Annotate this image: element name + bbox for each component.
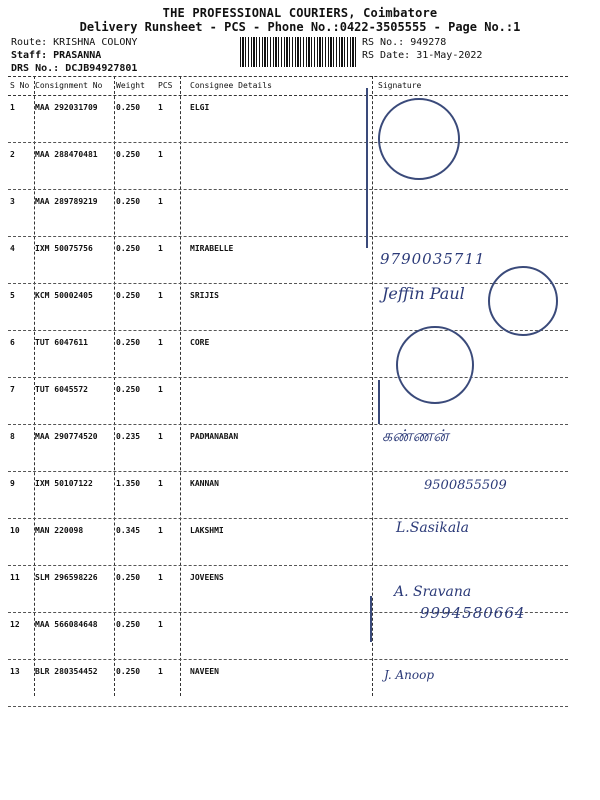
- cell-consignment: MAA 566084648: [35, 620, 98, 629]
- cell-pcs: 1: [158, 432, 163, 441]
- col-header-consignment: Consignment No: [35, 81, 103, 90]
- handwritten-signature-row13: J. Anoop: [384, 668, 435, 682]
- route-label: Route:: [11, 37, 48, 48]
- cell-consignment: TUT 6045572: [35, 385, 88, 394]
- table-row: [8, 143, 568, 190]
- cell-sno: 1: [10, 103, 15, 112]
- col-header-signature: Signature: [378, 81, 422, 90]
- cell-consignee: ELGI: [190, 103, 210, 112]
- cell-sno: 8: [10, 432, 15, 441]
- cell-weight: 1.350: [116, 479, 141, 488]
- cell-consignee: MIRABELLE: [190, 244, 234, 253]
- cell-weight: 0.250: [116, 197, 141, 206]
- cell-consignee: CORE: [190, 338, 210, 347]
- meta-right: [362, 36, 482, 62]
- cell-sno: 3: [10, 197, 15, 206]
- cell-sno: 7: [10, 385, 15, 394]
- cell-sno: 12: [10, 620, 20, 629]
- stamp-core: [396, 326, 474, 404]
- cell-pcs: 1: [158, 479, 163, 488]
- cell-sno: 5: [10, 291, 15, 300]
- drs-label: DRS No.:: [11, 63, 60, 74]
- rs-no-label: RS No.:: [362, 37, 405, 48]
- route-value: KRISHNA COLONY: [53, 37, 138, 48]
- cell-sno: 10: [10, 526, 20, 535]
- cell-weight: 0.250: [116, 573, 141, 582]
- cell-consignee: NAVEEN: [190, 667, 219, 676]
- col-header-consignee: Consignee Details: [190, 81, 272, 90]
- cell-weight: 0.250: [116, 244, 141, 253]
- table-row: [8, 519, 568, 566]
- cell-pcs: 1: [158, 667, 163, 676]
- cell-consignment: IXM 50075756: [35, 244, 93, 253]
- cell-pcs: 1: [158, 150, 163, 159]
- cell-sno: 6: [10, 338, 15, 347]
- handwritten-signature-row5: Jeffin Paul: [382, 284, 465, 303]
- cell-pcs: 1: [158, 620, 163, 629]
- cell-pcs: 1: [158, 197, 163, 206]
- pen-stroke: [378, 380, 380, 424]
- staff-value: PRASANNA: [53, 50, 102, 61]
- cell-pcs: 1: [158, 338, 163, 347]
- handwritten-signature-row10: L.Sasikala: [396, 520, 470, 536]
- cell-consignment: IXM 50107122: [35, 479, 93, 488]
- cell-consignment: MAA 292031709: [35, 103, 98, 112]
- meta-left: [11, 36, 137, 75]
- rs-no-value: 949278: [410, 37, 447, 48]
- stamp-srijis: [488, 266, 558, 336]
- cell-weight: 0.250: [116, 385, 141, 394]
- table-row: [8, 331, 568, 378]
- col-header-sno: S No: [10, 81, 30, 90]
- runsheet-subtitle: Delivery Runsheet - PCS - Phone No.:0422-3505555 - Page No.:1: [79, 20, 521, 34]
- table-row: [8, 284, 568, 331]
- cell-pcs: 1: [158, 526, 163, 535]
- table-header: [8, 76, 568, 96]
- cell-consignment: KCM 50002405: [35, 291, 93, 300]
- cell-pcs: 1: [158, 385, 163, 394]
- cell-consignment: MAA 289789219: [35, 197, 98, 206]
- cell-weight: 0.250: [116, 620, 141, 629]
- stamp-elgi: [378, 98, 460, 180]
- cell-pcs: 1: [158, 103, 163, 112]
- cell-weight: 0.235: [116, 432, 141, 441]
- rs-date-label: RS Date:: [362, 50, 411, 61]
- cell-consignment: MAA 288470481: [35, 150, 98, 159]
- staff-label: Staff:: [11, 50, 48, 61]
- cell-weight: 0.250: [116, 150, 141, 159]
- handwritten-phone-row4: 9790035711: [380, 250, 486, 268]
- cell-weight: 0.345: [116, 526, 141, 535]
- cell-consignee: LAKSHMI: [190, 526, 224, 535]
- cell-consignee: SRIJIS: [190, 291, 219, 300]
- handwritten-phone-row12: 9994580664: [420, 604, 526, 622]
- pen-stroke: [366, 88, 368, 248]
- cell-consignee: KANNAN: [190, 479, 219, 488]
- cell-sno: 4: [10, 244, 15, 253]
- cell-consignee: JOVEENS: [190, 573, 224, 582]
- cell-consignment: BLR 280354452: [35, 667, 98, 676]
- table-row: [8, 660, 568, 707]
- col-header-weight: Weight: [116, 81, 145, 90]
- cell-pcs: 1: [158, 291, 163, 300]
- pen-stroke: [370, 596, 372, 642]
- table-row: [8, 425, 568, 472]
- cell-pcs: 1: [158, 573, 163, 582]
- cell-pcs: 1: [158, 244, 163, 253]
- cell-consignment: MAN 220098: [35, 526, 84, 535]
- barcode: [240, 37, 356, 67]
- cell-sno: 13: [10, 667, 20, 676]
- cell-consignment: MAA 290774520: [35, 432, 98, 441]
- handwritten-signature-row12: A. Sravana: [394, 584, 472, 600]
- company-title: THE PROFESSIONAL COURIERS, Coimbatore: [162, 6, 438, 20]
- cell-consignee: PADMANABAN: [190, 432, 239, 441]
- table-row: [8, 190, 568, 237]
- table-row: [8, 378, 568, 425]
- cell-weight: 0.250: [116, 103, 141, 112]
- handwritten-phone-row9: 9500855509: [424, 478, 507, 493]
- rs-date-value: 31-May-2022: [416, 50, 483, 61]
- table-row: [8, 96, 568, 143]
- cell-sno: 11: [10, 573, 20, 582]
- cell-consignment: SLM 296598226: [35, 573, 98, 582]
- cell-weight: 0.250: [116, 338, 141, 347]
- cell-sno: 2: [10, 150, 15, 159]
- cell-weight: 0.250: [116, 667, 141, 676]
- cell-consignment: TUT 6047611: [35, 338, 88, 347]
- cell-weight: 0.250: [116, 291, 141, 300]
- drs-value: DCJB94927801: [65, 63, 138, 74]
- col-header-pcs: PCS: [158, 81, 173, 90]
- cell-sno: 9: [10, 479, 15, 488]
- handwritten-signature-row8: கண்ணன்: [382, 426, 449, 445]
